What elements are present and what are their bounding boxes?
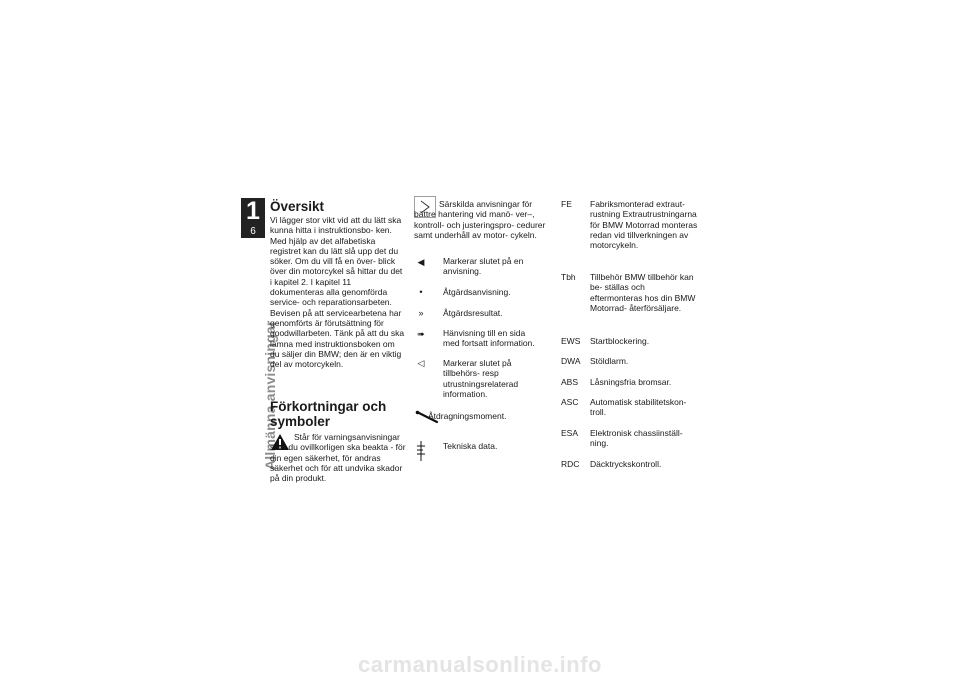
abbreviation-term: Tbh [561, 272, 576, 282]
abbreviation-term: ESA [561, 428, 579, 438]
symbol-description: Åtgärdsresultat. [443, 308, 503, 318]
abbreviation-term: ASC [561, 397, 579, 407]
special-note-description: Särskilda anvisningar för bättre hantering vid manö- ver–, kontroll- och justeringspro- cedurer samt underhåll av motor- cykeln. [414, 199, 546, 240]
symbol-description: Markerar slutet på tillbehörs- resp utrustningsrelaterad information. [443, 358, 519, 399]
abbreviation-definition: Stöldlarm. [590, 356, 629, 366]
abbreviation-term: EWS [561, 336, 581, 346]
abbreviation-definition: Elektronisk chassiinställ- ning. [590, 428, 683, 449]
abbreviation-definition: Fabriksmonterad extraut- rustning Extrautrustningarna för BMW Motorrad monteras redan vid tillverkningen av motorcykeln. [590, 199, 698, 251]
bullet-icon: • [419, 287, 423, 297]
abbreviations-heading-line1: Förkortningar och [270, 399, 387, 414]
page-number: 6 [250, 226, 256, 237]
accessory-end-icon: ◁ [417, 358, 425, 368]
symbol-description: Markerar slutet på en anvisning. [443, 256, 524, 277]
symbol-description: Åtgärdsanvisning. [443, 287, 511, 297]
result-icon: » [418, 308, 424, 318]
page-reference-icon: ➠ [417, 329, 425, 339]
abbreviation-definition: Startblockering. [590, 336, 650, 346]
symbol-description: Åtdragningsmoment. [428, 411, 507, 421]
overview-heading: Översikt [270, 199, 325, 214]
abbreviation-term: RDC [561, 459, 580, 469]
watermark: carmanualsonline.info [358, 652, 602, 677]
end-marker-icon: ◀ [417, 257, 425, 267]
abbreviation-definition: Tillbehör BMW tillbehör kan be- ställas och eftermonteras hos din BMW Motorrad- återförsäljare. [590, 272, 696, 313]
abbreviations-heading-line2: symboler [270, 414, 331, 429]
chapter-title: Allmänna anvisningar [262, 320, 278, 470]
chapter-number: 1 [246, 197, 260, 225]
abbreviation-term: FE [561, 199, 572, 209]
abbreviation-definition: Däcktryckskontroll. [590, 459, 662, 469]
abbreviation-term: DWA [561, 356, 581, 366]
abbreviation-definition: Låsningsfria bromsar. [590, 377, 672, 387]
symbol-description: Hänvisning till en sida med fortsatt information. [443, 328, 535, 349]
abbreviation-definition: Automatisk stabilitetskon- troll. [590, 397, 687, 418]
warning-description: Står för varningsanvisningar som du ovillkorligen ska beakta - för din egen säkerhet, för andras säkerhet och för att undvika skador på din produkt. [270, 432, 406, 484]
symbol-description: Tekniska data. [443, 441, 498, 451]
technical-data-icon [415, 440, 427, 462]
overview-paragraph: Vi lägger stor vikt vid att du lätt ska kunna hitta i instruktionsbo- ken. Med hjälp av det alfabetiska registret kan du lätt slå upp det du söker. Om du vill få en över- blick över din motorcykel så hittar du det i kapitel 2. I kapitel 11 dokumenteras alla genomförda service- och reparationsarbeten. Bevisen på att servicearbetena har genomförts är förutsättning för goodwillarbeten. Tänk på att du ska lämna med instruktionsboken om du säljer din BMW; den är en viktig del av motorcykeln. [270, 215, 405, 370]
abbreviation-term: ABS [561, 377, 579, 387]
